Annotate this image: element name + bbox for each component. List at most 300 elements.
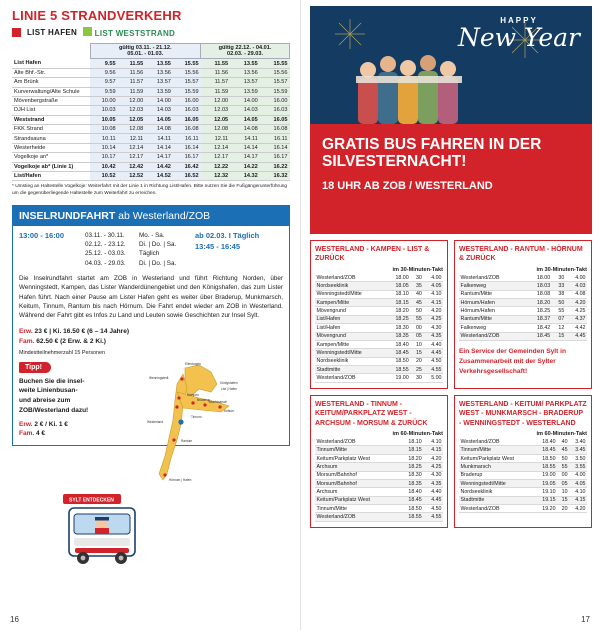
schedule-table (459, 274, 587, 341)
route-label-weststrand-wrap (83, 27, 175, 38)
tip-price-label-adult: Erw. (19, 420, 33, 428)
departure-time: 10.05 (90, 115, 118, 124)
departure-time: 4.45 (566, 332, 587, 340)
departure-time: 4.10 (423, 438, 443, 446)
table-row (315, 340, 443, 348)
svg-text:Keitum: Keitum (224, 408, 234, 413)
tour-days (139, 231, 191, 268)
table-row (315, 349, 443, 357)
tip-price-family: 4 € (35, 430, 46, 438)
inselrundfahrt-header: INSELRUNDFAHRT ab Westerland/ZOB (13, 206, 289, 226)
departure-time: 4.15 (569, 496, 587, 504)
departure-time: 16.32 (260, 171, 290, 180)
departure-time: 14.52 (145, 171, 173, 180)
tour-date: 03.11. - 30.11. (85, 232, 125, 240)
departure-time: 15 (552, 332, 566, 340)
departure-time: 19.00 (386, 374, 410, 382)
departure-time: 50 (552, 299, 566, 307)
departure-time: 12.17 (201, 153, 231, 162)
departure-time: 18.10 (386, 290, 410, 298)
table-row (459, 479, 587, 487)
departure-time: 10 (410, 340, 423, 348)
departure-time: 4.35 (423, 332, 443, 340)
departure-time: 12.03 (201, 106, 231, 115)
departure-time: 18.42 (526, 324, 552, 332)
departure-time: 18.45 (386, 349, 410, 357)
departure-time: 05 (410, 332, 423, 340)
departure-time: 4.10 (569, 488, 587, 496)
timetable-footnote: * Umstieg an Haltestelle Vogelkoje: Weiterfahrt mit der Linie 1 in Richtung List/Hafen. Bitte nutzen Sie die Fußgängerunterführung um die gegenüberliegende Haltestelle zum Weiterfahrt zu erreichen. (12, 184, 288, 196)
svg-text:Westerland: Westerland (147, 419, 164, 424)
schedule-interval-label: im 60-Minuten-Takt (536, 431, 587, 438)
price-value-family: 62.50 € (2 Erw. & 2 Ki.) (36, 337, 106, 345)
departure-time: 14.17 (230, 153, 260, 162)
departure-time: 4.25 (423, 463, 443, 471)
departure-time: 12.08 (118, 125, 146, 134)
stop-name: Mövengrund (315, 307, 386, 315)
departure-time: 4.05 (423, 282, 443, 290)
table-row (315, 454, 443, 462)
departure-time: 16.14 (173, 143, 201, 152)
departure-time: 16.11 (260, 134, 290, 143)
departure-time: 3.40 (569, 438, 587, 446)
table-row (315, 463, 443, 471)
departure-time: 4.30 (423, 471, 443, 479)
table-row (459, 307, 587, 315)
stop-name: Hörnum/Hafen (459, 299, 526, 307)
departure-time: 14.08 (230, 125, 260, 134)
schedule-interval-label: im 60-Minuten-Takt (392, 431, 443, 438)
svg-text:Wenningstedt: Wenningstedt (149, 375, 169, 380)
departure-time: 10 (557, 488, 569, 496)
departure-time: 15.59 (260, 87, 290, 96)
table-row (459, 332, 587, 340)
departure-time: 30 (552, 274, 566, 282)
departure-time: 18.50 (399, 505, 423, 513)
tour-date: 04.03. - 29.03. (85, 259, 126, 267)
departure-time: 16.22 (260, 162, 290, 171)
departure-time: 14.00 (230, 96, 260, 105)
tour-day: Täglich (139, 250, 160, 258)
departure-time: 9.55 (90, 59, 118, 68)
departure-time: 12 (552, 324, 566, 332)
tour-dates (85, 231, 135, 268)
stop-name: Alte Bhf.-Str. (12, 68, 90, 77)
stop-name: Stadtmitte (459, 496, 535, 504)
departure-time: 4.55 (423, 513, 443, 521)
departure-time: 16.03 (260, 106, 290, 115)
departure-time: 45 (557, 446, 569, 454)
stop-name: Westerheide (12, 143, 90, 152)
schedule-interval-label: im 30-Minuten-Takt (536, 266, 587, 273)
departure-time: 14.05 (145, 115, 173, 124)
departure-time: 15 (557, 496, 569, 504)
stop-name: Keitum/Parkplatz West (459, 454, 535, 462)
departure-time: 4.37 (566, 315, 587, 323)
departure-time: 40 (557, 438, 569, 446)
departure-time: 18.08 (526, 290, 552, 298)
departure-time: 15 (410, 349, 423, 357)
tour-description: Die Inselrundfahrt startet am ZOB in Westerland und führt Richtung Norden, über Wenningstedt, Kampen, das Lister Wanderdünengebiet und den Königshafen, das zum Lister Hafen führt. Nach einer Pause am Lister Hafen geht es weiter über Braderup, Munkmarsch, Keitum, Tinnum, Rantum bis nach Hörnum. Die Fahrt endet wieder am ZOB in Westerland. Während der Fahrt gibt es Infos zu Land und Leuten sowie Geschichten zur Insel Sylt. (19, 274, 283, 320)
stop-name: Falkenweg (459, 324, 526, 332)
departure-time: 15.55 (173, 59, 201, 68)
departure-time: 38 (552, 290, 566, 298)
departure-time: 12.05 (118, 115, 146, 124)
departure-time: 14.32 (230, 171, 260, 180)
departure-time: 18.25 (386, 315, 410, 323)
schedule-block (310, 240, 448, 389)
departure-time: 18.55 (535, 463, 557, 471)
red-square-icon (12, 28, 21, 37)
table-row (12, 78, 290, 87)
stop-name: Stadtmitte (315, 366, 386, 374)
departure-time: 13.57 (230, 78, 260, 87)
departure-time: 9.56 (90, 68, 118, 77)
departure-time: 14.03 (230, 106, 260, 115)
departure-time: 15.59 (173, 87, 201, 96)
departure-time: 4.20 (569, 505, 587, 513)
departure-time: 4.25 (566, 307, 587, 315)
departure-time: 12.42 (118, 162, 146, 171)
departure-time: 9.59 (90, 87, 118, 96)
departure-time: 18.25 (399, 463, 423, 471)
departure-time: 4.20 (566, 299, 587, 307)
departure-time: 10.17 (90, 153, 118, 162)
table-row (12, 96, 290, 105)
departure-time: 4.15 (423, 446, 443, 454)
stop-name: Kurverwaltung/Alte Schule (12, 87, 90, 96)
departure-time: 4.05 (569, 479, 587, 487)
schedule-block (310, 395, 448, 528)
stop-name: Westerland/ZOB (315, 274, 386, 282)
table-row (315, 315, 443, 323)
departure-time: 14.11 (230, 134, 260, 143)
departure-time: 18.20 (386, 307, 410, 315)
stop-name: Wenningstedt/Mitte (315, 290, 386, 298)
stop-name: Westerland/ZOB (459, 505, 535, 513)
departure-time: 4.45 (423, 496, 443, 504)
stop-name: Am Brünk (12, 78, 90, 87)
departure-time: 10.42 (90, 162, 118, 171)
departure-time: 18.00 (386, 274, 410, 282)
table-row (12, 125, 290, 134)
departure-time: 16.11 (173, 134, 201, 143)
happy-label: HAPPY (500, 16, 538, 25)
departure-time: 16.00 (173, 96, 201, 105)
departure-time: 9.57 (90, 78, 118, 87)
table-row (459, 454, 587, 462)
tip-and-map (19, 361, 283, 504)
departure-time: 18.50 (386, 357, 410, 365)
svg-text:Königshafen: Königshafen (220, 380, 238, 385)
departure-time: 4.40 (423, 340, 443, 348)
departure-time: 18.00 (526, 274, 552, 282)
banner-illustration (310, 6, 592, 124)
departure-time: 4.03 (566, 282, 587, 290)
departure-time: 18.20 (526, 299, 552, 307)
stop-name: Archsum (315, 488, 399, 496)
table-row (12, 106, 290, 115)
departure-time: 10.03 (90, 106, 118, 115)
departure-time: 18.20 (399, 454, 423, 462)
departure-time: 18.25 (526, 307, 552, 315)
table-row (12, 115, 290, 124)
departure-time: 11.57 (201, 78, 231, 87)
table-row (12, 162, 290, 171)
departure-time: 14.08 (145, 125, 173, 134)
stop-name: Nordseeklinik (315, 282, 386, 290)
table-row (459, 463, 587, 471)
stop-name: Nordseeklinik (315, 357, 386, 365)
route-label-hafen: LIST HAFEN (27, 28, 78, 37)
departure-time: 4.40 (423, 488, 443, 496)
stop-name: Morsum/Bahnhof (315, 479, 399, 487)
stop-name: Tinnum/Mitte (459, 446, 535, 454)
table-row (315, 513, 443, 521)
departure-time: 18.30 (386, 324, 410, 332)
svg-text:Kampen: Kampen (187, 392, 199, 397)
new-year-banner (310, 6, 592, 234)
schedule-block-title: WESTERLAND - KAMPEN - LIST & ZURÜCK (315, 246, 430, 263)
schedule-block-title: WESTERLAND - TINNUM - KEITUM/PARKPLATZ WEST - ARCHSUM - MORSUM & ZURÜCK (315, 400, 428, 427)
departure-time: 18.40 (386, 340, 410, 348)
tour-day: Di. | Do. | Sa. (139, 259, 177, 267)
departure-time: 4.10 (423, 290, 443, 298)
departure-time: 10.00 (90, 96, 118, 105)
departure-time: 18.05 (386, 282, 410, 290)
departure-time: 18.40 (399, 488, 423, 496)
stop-name: Wenningstedt/Mitte (459, 479, 535, 487)
departure-time: 45 (410, 299, 423, 307)
table-row (315, 505, 443, 513)
table-row (459, 315, 587, 323)
stop-name: Tinnum/Mitte (315, 505, 399, 513)
svg-text:Ellenbogen: Ellenbogen (185, 361, 201, 366)
stop-name: Tinnum/Mitte (315, 446, 399, 454)
sylt-island-map (125, 362, 275, 482)
departure-time: 40 (410, 290, 423, 298)
page-number-left: 16 (10, 615, 19, 624)
departure-time: 18.35 (399, 479, 423, 487)
departure-time: 12.05 (201, 115, 231, 124)
departure-time: 13.55 (145, 59, 173, 68)
validity-group-b: gültig 22.12. - 04.01. 02.03. - 29.03. (201, 44, 290, 59)
stop-name: Archsum (315, 463, 399, 471)
tip-price-label-family: Fam. (19, 430, 35, 438)
departure-time: 14.14 (145, 143, 173, 152)
stop-name: Keitum/Parkplatz West (315, 496, 399, 504)
table-row (459, 438, 587, 446)
stop-name: Wenningstedt/Mitte (315, 349, 386, 357)
departure-time: 14.42 (145, 162, 173, 171)
stop-name: Mövengrund (315, 332, 386, 340)
departure-time: 4.20 (423, 307, 443, 315)
departure-time: 10.52 (90, 171, 118, 180)
departure-time: 18.03 (526, 282, 552, 290)
stop-name: Westerland/ZOB (459, 332, 526, 340)
table-row (12, 59, 290, 68)
stop-name: Strandsauna (12, 134, 90, 143)
svg-text:Hörnum | Hafen: Hörnum | Hafen (169, 477, 192, 482)
departure-time: 12.14 (118, 143, 146, 152)
right-page (300, 0, 600, 630)
bus-illustration (49, 490, 169, 568)
departure-time: 11.59 (201, 87, 231, 96)
departure-time: 12.00 (201, 96, 231, 105)
table-row (315, 299, 443, 307)
departure-time: 14.22 (230, 162, 260, 171)
stop-name: Hörnum/Hafen (459, 307, 526, 315)
page-title: LINIE 5 STRANDVERKEHR (12, 8, 182, 23)
departure-time: 18.10 (399, 438, 423, 446)
stop-name: Kampen/Mitte (315, 299, 386, 307)
stop-name: Kampen/Mitte (315, 340, 386, 348)
departure-time: 18.30 (399, 471, 423, 479)
empty-header (12, 44, 90, 59)
departure-time: 11.56 (201, 68, 231, 77)
table-row (459, 290, 587, 298)
departure-time: 14.11 (145, 134, 173, 143)
departure-time: 16.17 (173, 153, 201, 162)
departure-time: 4.35 (423, 479, 443, 487)
table-row (12, 134, 290, 143)
min-participants-note: Mindestteilnehmerzahl 15 Personen (19, 349, 106, 356)
departure-time: 12.17 (118, 153, 146, 162)
departure-time: 15.57 (173, 78, 201, 87)
departure-time: 12.03 (118, 106, 146, 115)
departure-time: 14.05 (230, 115, 260, 124)
departure-time: 5.00 (423, 374, 443, 382)
departure-time: 4.55 (423, 366, 443, 374)
departure-time: 15.56 (173, 68, 201, 77)
departure-time: 19.15 (535, 496, 557, 504)
departure-time: 19.20 (535, 505, 557, 513)
schedule-block-title: WESTERLAND - RANTUM - HÖRNUM & ZURÜCK (459, 246, 583, 263)
departure-time: 10.11 (90, 134, 118, 143)
departure-time: 4.30 (423, 324, 443, 332)
schedule-interval-label: im 30-Minuten-Takt (392, 266, 443, 273)
departure-time: 18.15 (399, 446, 423, 454)
departure-time: 55 (552, 307, 566, 315)
table-row (315, 307, 443, 315)
table-row (12, 153, 290, 162)
tour-day: Mo. - Sa. (139, 232, 165, 240)
table-row (315, 324, 443, 332)
table-row (459, 488, 587, 496)
table-row (315, 366, 443, 374)
stop-name: Westerland/ZOB (315, 438, 399, 446)
table-row (315, 290, 443, 298)
banner-headline: GRATIS BUS FAHREN IN DER SILVESTERNACHT! (322, 136, 542, 171)
night-schedules-grid (310, 240, 592, 528)
stop-name: List Hafen (12, 59, 90, 68)
departure-time: 4.25 (423, 315, 443, 323)
departure-time: 16.03 (173, 106, 201, 115)
departure-time: 4.00 (566, 274, 587, 282)
table-row (459, 505, 587, 513)
departure-time: 13.57 (145, 78, 173, 87)
green-square-icon (83, 27, 92, 36)
stop-name: Morsum/Bahnhof (315, 471, 399, 479)
departure-time: 00 (557, 471, 569, 479)
departure-time: 18.45 (526, 332, 552, 340)
stop-name: Rantum/Mitte (459, 315, 526, 323)
departure-time: 10.08 (90, 125, 118, 134)
departure-time: 05 (557, 479, 569, 487)
table-row (12, 143, 290, 152)
tour-date: 25.12. - 03.03. (85, 250, 126, 258)
service-note: Ein Service der Gemeinden Sylt in Zusammenarbeit mit der Sylter Verkehrsgesellschaft! (459, 347, 567, 375)
departure-time: 07 (552, 315, 566, 323)
departure-time: 12.32 (201, 171, 231, 180)
departure-time: 13.56 (145, 68, 173, 77)
departure-time: 14.03 (145, 106, 173, 115)
schedule-block-title: WESTERLAND - KEITUM/ PARKPLATZ WEST - MUNKMARSCH - BRADERUP - WENNINGSTEDT - WESTERLAND (459, 400, 587, 427)
stop-name: Munkmarsch (459, 463, 535, 471)
departure-time: 11.57 (118, 78, 146, 87)
departure-time: 19.10 (535, 488, 557, 496)
table-row (12, 171, 290, 180)
stop-name: Nordseeklinik (459, 488, 535, 496)
happy-new-year-text (458, 16, 580, 50)
svg-text:Braderup: Braderup (197, 397, 211, 402)
table-row (315, 496, 443, 504)
page-number-right: 17 (581, 615, 590, 624)
departure-time: 12.14 (201, 143, 231, 152)
departure-time: 18.15 (386, 299, 410, 307)
departure-time: 11.59 (118, 87, 146, 96)
svg-text:Tinnum: Tinnum (191, 414, 202, 419)
table-row (12, 87, 290, 96)
tour-prices (19, 327, 283, 347)
departure-time: 13.59 (145, 87, 173, 96)
departure-time: 13.59 (230, 87, 260, 96)
departure-time: 15.56 (260, 68, 290, 77)
departure-time: 12.11 (201, 134, 231, 143)
departure-time: 16.14 (260, 143, 290, 152)
timetable-line5 (12, 43, 290, 181)
schedule-table (459, 438, 587, 513)
departure-time: 18.45 (399, 496, 423, 504)
departure-time: 16.17 (260, 153, 290, 162)
departure-time: 18.45 (535, 446, 557, 454)
svg-text:Rantum: Rantum (181, 438, 193, 443)
table-row (459, 446, 587, 454)
departure-time: 16.05 (260, 115, 290, 124)
departure-time: 13.56 (230, 68, 260, 77)
schedule-table (315, 438, 443, 522)
schedule-block (454, 395, 592, 528)
departure-time: 4.45 (423, 349, 443, 357)
stop-name: FKK Strand (12, 125, 90, 134)
departure-time: 20 (410, 357, 423, 365)
departure-time: 4.50 (423, 505, 443, 513)
departure-time: 33 (552, 282, 566, 290)
table-row (315, 446, 443, 454)
stop-name: List/Hafen (315, 315, 386, 323)
departure-time: 20 (557, 505, 569, 513)
price-value-adult: 23 € | Ki. 16.50 € (6 – 14 Jahre) (34, 327, 130, 335)
stop-name: Westerland/ZOB (459, 438, 535, 446)
departure-time: 16.42 (173, 162, 201, 171)
departure-time: 4.00 (569, 471, 587, 479)
table-row (315, 282, 443, 290)
departure-time: 18.35 (386, 332, 410, 340)
departure-time: 18.55 (399, 513, 423, 521)
tour-time-range: 13:00 - 16:00 (19, 231, 65, 241)
table-row (315, 374, 443, 382)
departure-time: 14.14 (230, 143, 260, 152)
